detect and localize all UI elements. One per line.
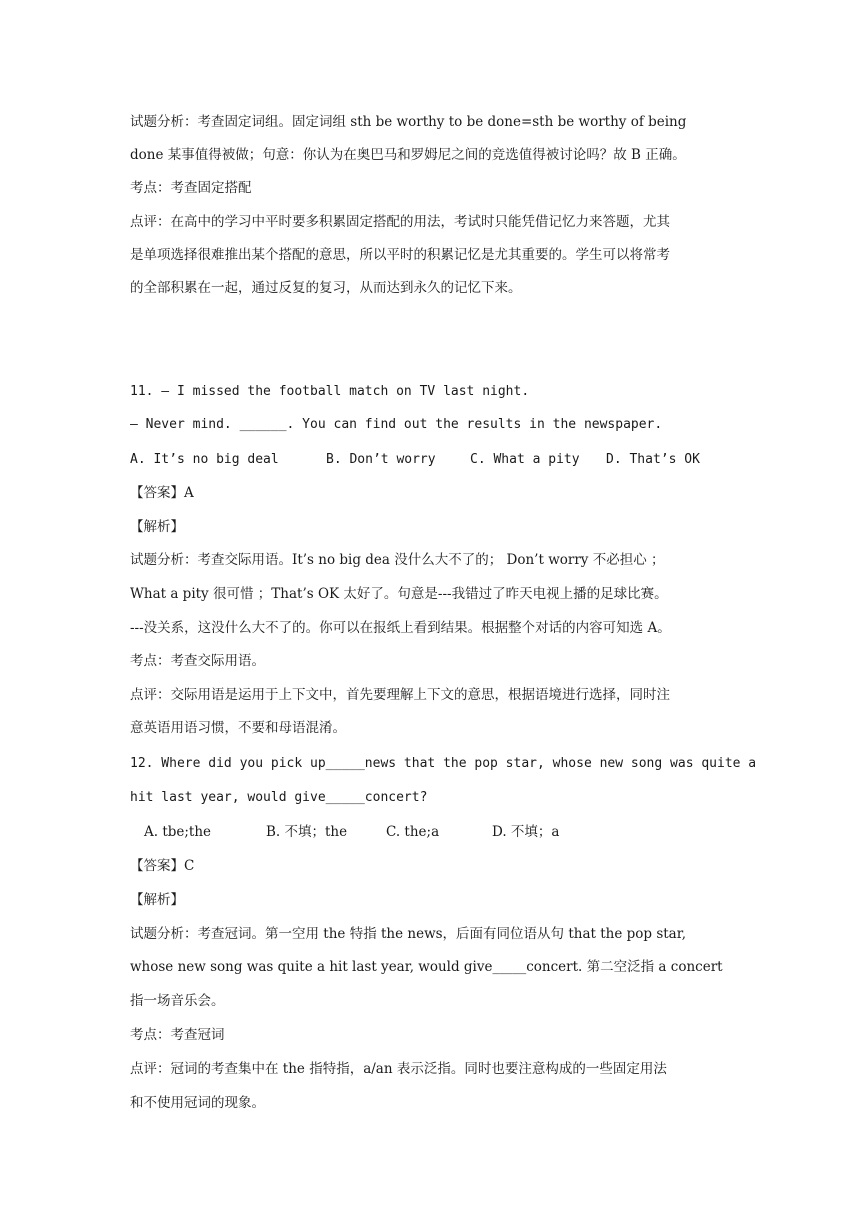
analysis-label: 【解析】 [130,892,184,908]
option-d: D. That’s OK [606,452,700,467]
analysis-line: ---没关系，这没什么大不了的。你可以在报纸上看到结果。根据整个对话的内容可知选 A。 [130,620,671,636]
kaodian-line: 考点：考查交际用语。 [130,653,265,669]
option-a: A. tbe;the [144,824,212,840]
option-c: C. the;a [386,824,440,840]
analysis-line: 试题分析：考查冠词。第一空用 the 特指 the news，后面有同位语从句 that the pop star, [130,926,686,942]
analysis-label: 【解析】 [130,519,184,535]
answer-label: 【答案】A [130,485,194,501]
option-d: D. 不填；a [492,824,560,840]
analysis-line: 试题分析：考查交际用语。It’s no big dea 没什么大不了的； Don’t worry 不必担心 ； [130,552,665,568]
comment-line: 和不使用冠词的现象。 [130,1095,265,1111]
option-b: B. Don’t worry [326,452,436,467]
analysis-line: done 某事值得被做；句意：你认为在奥巴马和罗姆尼之间的竞选值得被讨论吗？故 B 正确。 [130,147,686,163]
question-12-line: 12. Where did you pick up_____news that the pop star, whose new song was quite a [130,756,757,771]
question-12-line: hit last year, would give_____concert? [130,790,428,805]
analysis-line: 试题分析：考查固定词组。固定词组 sth be worthy to be done=sth be worthy of being [130,114,687,130]
analysis-line: whose new song was quite a hit last year, would give_____concert. 第二空泛指 a concert [130,959,723,975]
question-11-line: 11. — I missed the football match on TV last night. [130,384,530,399]
analysis-line: 指一场音乐会。 [130,993,225,1009]
kaodian-line: 考点：考查固定搭配 [130,180,252,196]
comment-line: 的全部积累在一起，通过反复的复习，从而达到永久的记忆下来。 [130,280,522,296]
kaodian-line: 考点：考查冠词 [130,1027,225,1043]
comment-line: 点评：交际用语是运用于上下文中，首先要理解上下文的意思，根据语境进行选择，同时注 [130,687,670,703]
comment-line: 点评：冠词的考查集中在 the 指特指，a/an 表示泛指。同时也要注意构成的一些固定用法 [130,1061,667,1077]
answer-label: 【答案】C [130,858,195,874]
comment-line: 是单项选择很难推出某个搭配的意思，所以平时的积累记忆是尤其重要的。学生可以将常考 [130,247,670,263]
option-c: C. What a pity [470,452,580,467]
analysis-line: What a pity 很可惜 ；That’s OK 太好了。句意是---我错过了昨天电视上播的足球比赛。 [130,586,668,602]
comment-line: 点评：在高中的学习中平时要多积累固定搭配的用法，考试时只能凭借记忆力来答题，尤其 [130,214,670,230]
option-a: A. It’s no big deal [130,452,279,467]
comment-line: 意英语用语习惯，不要和母语混淆。 [130,720,346,736]
option-b: B. 不填；the [266,824,348,840]
question-11-line: — Never mind. ______. You can find out the results in the newspaper. [130,417,663,432]
